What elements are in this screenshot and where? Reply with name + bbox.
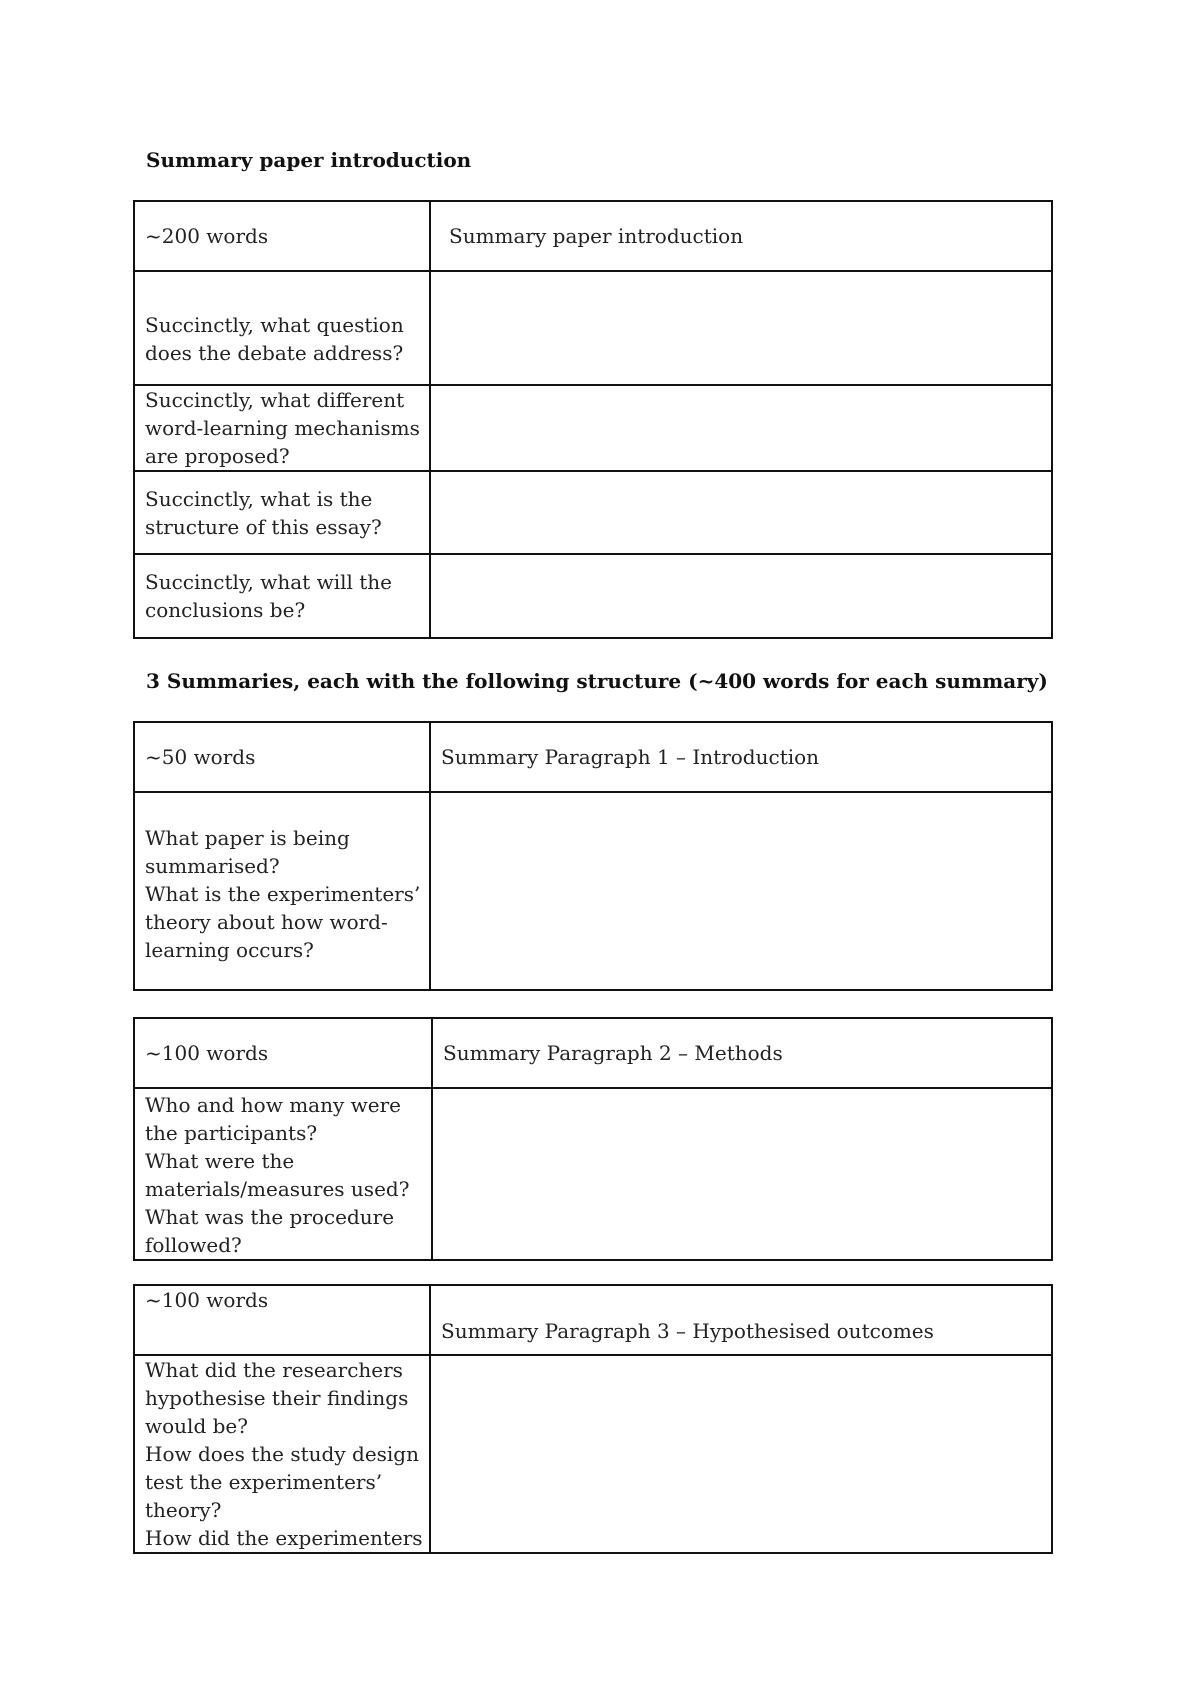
question-line: Succinctly, what will the [145,570,392,594]
question-line: conclusions be? [145,598,306,622]
answer-cell[interactable] [430,1355,1052,1553]
question-line: test the experimenters’ [145,1470,383,1494]
question-line: followed? [145,1233,242,1257]
summary-paragraph-1-table [133,721,1053,991]
question-line: What was the procedure [145,1205,395,1229]
question-line: summarised? [145,854,280,878]
question-line: materials/measures used? [145,1177,410,1201]
word-count-cell: ~100 words [134,1018,432,1088]
table-header-row [134,201,1052,271]
word-count-cell: ~100 words [134,1285,430,1355]
table-header-row [134,1018,1052,1088]
question-cell [134,792,430,990]
question-cell [134,385,430,471]
table-row [134,385,1052,471]
question-line: does the debate address? [145,341,404,365]
table-row [134,471,1052,554]
answer-cell[interactable] [430,271,1052,385]
section-heading-summaries: 3 Summaries, each with the following structure (~400 words for each summary) [146,669,1048,693]
summary-paragraph-2-table [133,1017,1053,1261]
question-cell [134,554,430,638]
table-title-cell: Summary Paragraph 2 – Methods [432,1018,1052,1088]
question-line: word-learning mechanisms [145,416,420,440]
table-title-cell: Summary Paragraph 1 – Introduction [430,722,1052,792]
table-header-row [134,722,1052,792]
answer-cell[interactable] [430,471,1052,554]
table-row [134,554,1052,638]
table-row [134,1355,1052,1553]
table-header-row [134,1285,1052,1355]
question-line: How did the experimenters [145,1526,423,1550]
question-line: What were the [145,1149,295,1173]
answer-cell[interactable] [432,1088,1052,1260]
introduction-table [133,200,1053,639]
question-line: theory about how word- [145,910,388,934]
question-line: What is the experimenters’ [145,882,421,906]
section-heading-introduction: Summary paper introduction [146,148,472,172]
answer-cell[interactable] [430,385,1052,471]
table-row [134,1088,1052,1260]
question-line: What paper is being [145,826,350,850]
question-line: Succinctly, what question [145,313,404,337]
question-cell [134,271,430,385]
question-cell [134,1355,430,1553]
question-line: Succinctly, what is the [145,486,373,511]
question-cell [134,471,430,554]
table-row [134,792,1052,990]
question-line: Succinctly, what different [145,388,405,412]
question-line: would be? [145,1414,248,1438]
question-line: How does the study design [145,1442,419,1466]
table-title-cell: Summary Paragraph 3 – Hypothesised outcomes [430,1285,1052,1355]
table-row [134,271,1052,385]
table-title-cell: Summary paper introduction [430,201,1052,271]
answer-cell[interactable] [430,554,1052,638]
word-count-cell: ~50 words [134,722,430,792]
question-line: structure of this essay? [145,514,382,539]
question-line: learning occurs? [145,938,314,962]
question-line: theory? [145,1498,222,1522]
question-line: the participants? [145,1121,318,1145]
answer-cell[interactable] [430,792,1052,990]
question-cell [134,1088,432,1260]
summary-paragraph-3-table [133,1284,1053,1554]
word-count-cell: ~200 words [134,201,430,271]
question-line: hypothesise their findings [145,1386,409,1410]
question-line: Who and how many were [145,1093,401,1117]
question-line: What did the researchers [145,1358,403,1382]
question-line: are proposed? [145,444,290,468]
